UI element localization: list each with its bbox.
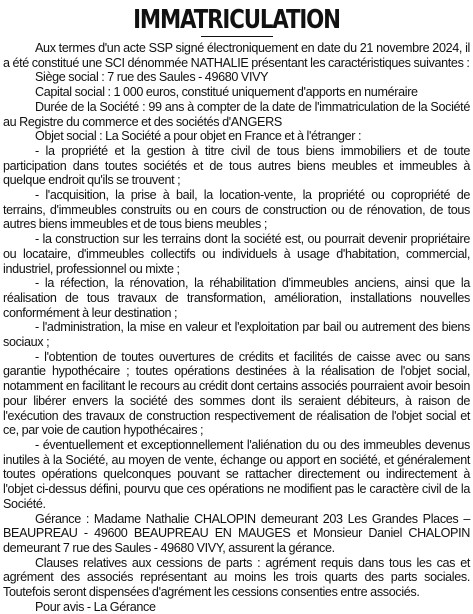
purpose-item: - l'administration, la mise en valeur et l'exploitation par bail ou autrement des biens sociaux ;	[3, 320, 470, 350]
notice-title: IMMATRICULATION	[133, 5, 340, 35]
purpose-item: - la réfection, la rénovation, la réhabilitation d'immeubles anciens, ainsi que la réalisation de tous travaux de transformation, amélioration, installations nouvelles conformément à leur destination ;	[3, 276, 470, 320]
management-paragraph: Gérance : Madame Nathalie CHALOPIN demeurant 203 Les Grandes Places – BEAUPREAU - 49600 BEAUPREAU EN MAUGES et Monsieur Daniel CHALOPIN demeurant 7 rue des Saules - 49680 VIVY, assurent la gérance.	[3, 511, 470, 555]
signature-line: Pour avis - La Gérance	[35, 599, 156, 614]
purpose-item: - éventuellement et exceptionnellement l'aliénation du ou des immeubles devenus inutiles à la Société, au moyen de vente, échange ou apport en société, et généralement toutes opérations quelconques pouvant se rattacher directement ou indirectement à l'objet ci-dessus défini, pourvu que ces opérations ne modifient pas le caractère civil de la Société.	[3, 437, 470, 511]
share-capital: Capital social : 1 000 euros, constitué uniquement d'apports en numéraire	[35, 85, 418, 100]
notice-body	[3, 41, 470, 614]
intro-paragraph: Aux termes d'un acte SSP signé électroniquement en date du 21 novembre 2024, il a été constitué une SCI dénommée NATHALIE présentant les caractéristiques suivantes :	[3, 41, 470, 70]
purpose-item: - la construction sur les terrains dont la société est, ou pourrait devenir propriétaire ou locataire, d'immeubles collectifs ou individuels à usage d'habitation, commercial, industriel, professionnel ou mixte ;	[3, 232, 470, 276]
purpose-item: - l'obtention de toutes ouvertures de crédits et facilités de caisse avec ou sans garantie hypothécaire ; toutes opérations destinées à la réalisation de l'objet social, notamment en facilitant le recours au crédit dont certains associés pourraient avoir besoin pour libérer envers la société des sommes dont ils seraient débiteurs, à raison de l'exécution des travaux de construction respectivement de réalisation de l'objet social et ce, par voie de caution hypothécaires ;	[3, 349, 470, 438]
corporate-purpose-heading: Objet social : La Société a pour objet en France et à l'étranger :	[35, 129, 362, 144]
title-underline	[201, 36, 273, 37]
share-transfer-clauses: Clauses relatives aux cessions de parts : agrément requis dans tous les cas et agrément des associés représentant au moins les trois quarts des parts sociales. Toutefois seront dispensées d'agrément les cessions consenties entre associés.	[3, 555, 470, 600]
registered-office: Siège social : 7 rue des Saules - 49680 VIVY	[35, 70, 269, 85]
purpose-item: - l'acquisition, la prise à bail, la location-vente, la propriété ou copropriété de terrains, d'immeubles construits ou en cours de construction ou de rénovation, de tous autres biens immeubles et de tous biens meubles ;	[3, 188, 470, 232]
company-duration: Durée de la Société : 99 ans à compter de la date de l'immatriculation de la Société au Registre du commerce et des sociétés d'ANGERS	[3, 99, 470, 129]
purpose-item: - la propriété et la gestion à titre civil de tous biens immobiliers et de toute participation dans toutes sociétés et de tous autres biens meubles et immeubles à quelque endroit qu'ils se trouvent ;	[3, 143, 470, 188]
